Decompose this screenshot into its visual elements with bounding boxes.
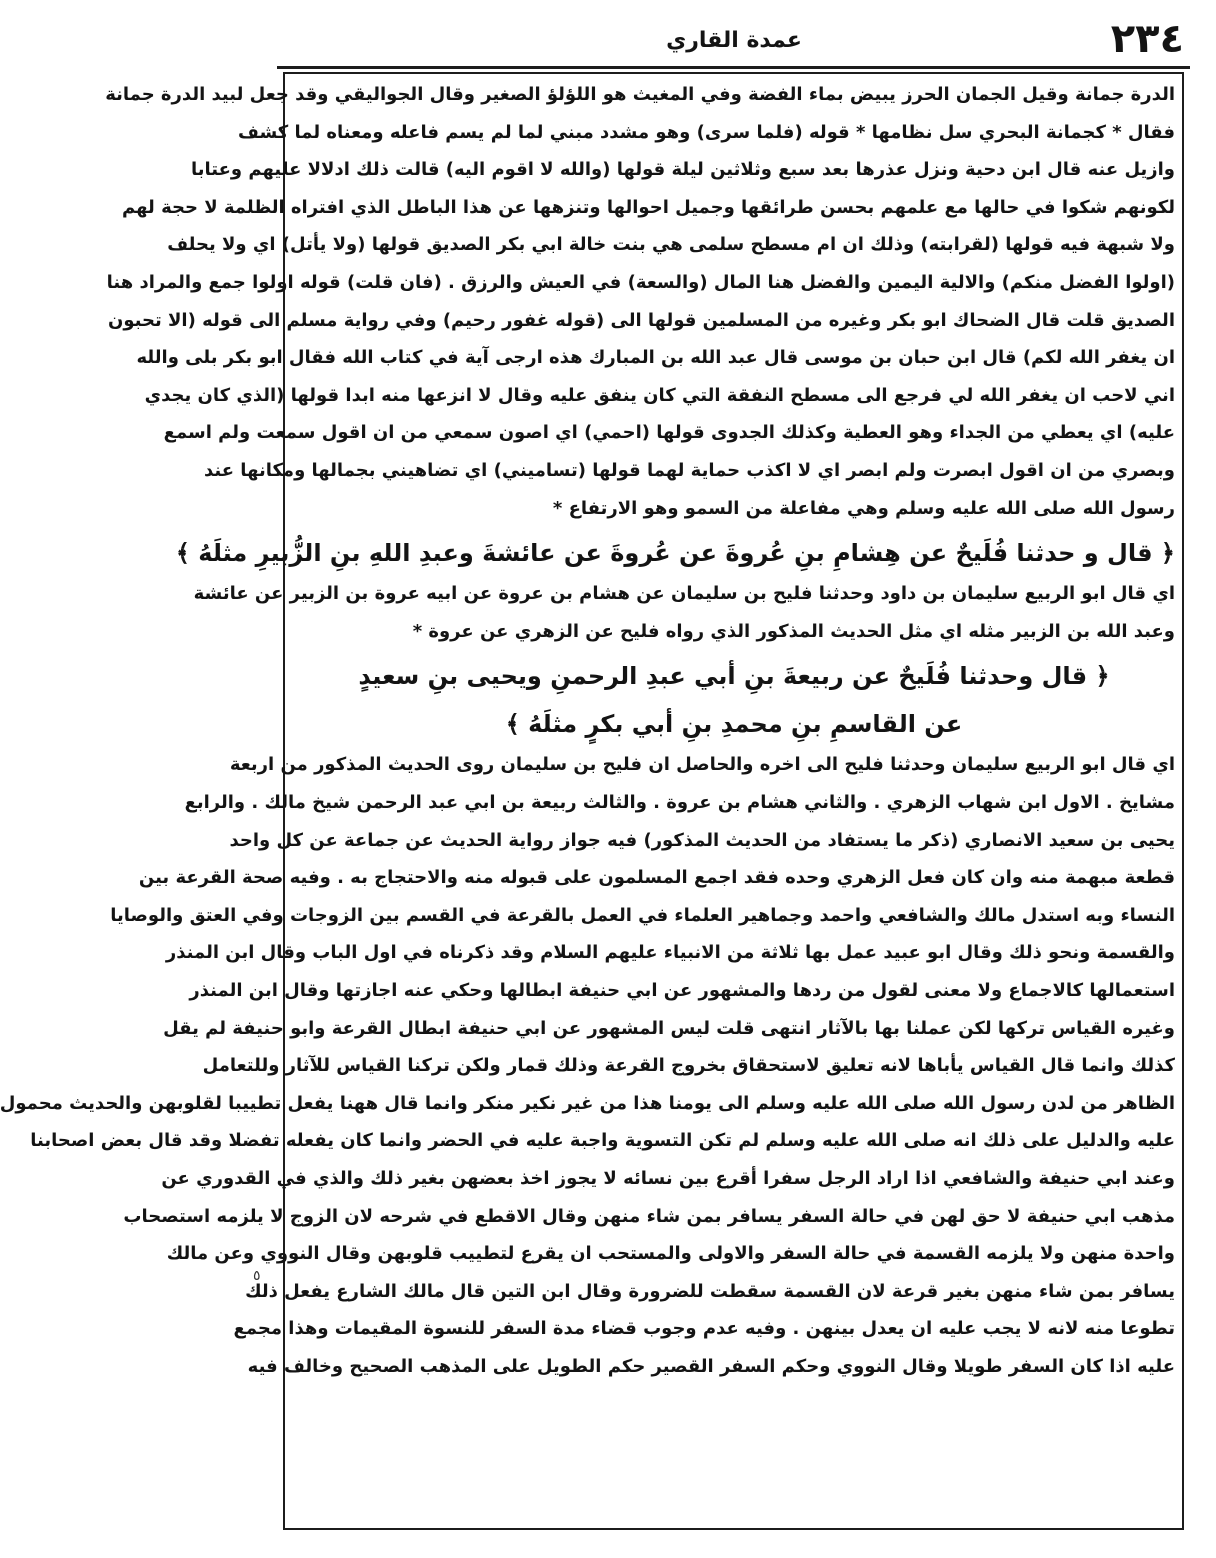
text-line: مذهب ابي حنيفة لا حق لهن في حالة السفر يسافر بمن شاء منهن وقال الاقطع في شرحه لان الزوج لا يلزمه استصحاب	[123, 1205, 1175, 1227]
text-line: عليه) اي يعطي من الجداء وهو العطية وكذلك الجدوى قولها (احمي) اي اصون سمعي من ان اقول سمعت ولم اسمع	[163, 422, 1175, 444]
running-title: عمدة القاري	[666, 28, 802, 53]
text-line: وغيره القياس تركها لكن عملنا بها بالآثار انتهى قلت ليس المشهور عن ابي حنيفة ابطال القرعة وابو حنيفة لم يقل	[163, 1017, 1175, 1039]
text-line: وعند ابي حنيفة والشافعي اذا اراد الرجل سفرا أقرع بين نسائه لا يجوز اخذ بعضهن بغير ذلك والذي في القدوري عن	[161, 1168, 1175, 1189]
text-line: كذلك وانما قال القياس يأباها لانه تعليق لاستحقاق بخروج القرعة وذلك قمار ولكن تركنا القياس للآثار وللتعامل	[202, 1055, 1175, 1077]
text-line: رسول الله صلى الله عليه وسلم وهي مفاعلة من السمو وهو الارتفاع *	[552, 497, 1175, 519]
text-line: وازيل عنه قال ابن دحية ونزل عذرها بعد سبع وثلاثين ليلة قولها (والله لا اقوم اليه) قالت ذلك ادلالا عليهم وعتابا	[191, 159, 1175, 181]
hadith-line: ﴿ قال و حدثنا فُلَيحٌ عن هِشامِ بنِ عُروةَ عن عُروةَ عن عائشةَ وعبدِ اللهِ بنِ الزُّبيرِ مثلَهُ ﴾	[175, 539, 1175, 568]
text-line: ان يغفر الله لكم) قال ابن حبان بن موسى قال عبد الله بن المبارك هذه ارجى آية في كتاب الله فقال ابو بكر بلى والله	[136, 347, 1175, 369]
hadith-line: عن القاسمِ بنِ محمدِ بنِ أبي بكرٍ مثلَهُ ﴾	[505, 710, 963, 739]
text-line: الصديق قلت قال الضحاك ابو بكر وغيره من المسلمين قولها الى (قوله غفور رحيم) وفي رواية مسلم الى قوله (الا تحبون	[108, 309, 1175, 331]
text-line: عليه اذا كان السفر طويلا وقال النووي وحكم السفر القصير حكم الطويل على المذهب الصحيح وخالف فيه	[247, 1356, 1175, 1377]
text-line: اي قال ابو الربيع سليمان وحدثنا فليح الى اخره والحاصل ان فليح بن سليمان روى الحديث المذكور من اربعة	[229, 754, 1175, 776]
hadith-line: ﴿ قال وحدثنا فُلَيحٌ عن ربيعةَ بنِ أبي عبدِ الرحمنِ ويحيى بنِ سعيدٍ	[358, 662, 1110, 691]
text-line: اني لاحب ان يغفر الله لي فرجع الى مسطح النفقة التي كان ينفق عليه وقال لا انزعها منه ابدا قولها (الذي كان يجدي	[144, 384, 1175, 406]
text-line: يسافر بمن شاء منهن بغير قرعة لان القسمة سقطت للضرورة وقال ابن التين قال مالك الشارع يفعل ذلك	[245, 1280, 1175, 1302]
text-line: (اولوا الفضل منكم) والالية اليمين والفضل هنا المال (والسعة) في العيش والرزق . (فان قلت) قوله اولوا جمع والمراد هنا	[106, 272, 1175, 293]
text-line: قطعة مبهمة منه وان كان فعل الزهري وحده فقد اجمع المسلمون على قبوله منه والاحتجاج به . وفيه صحة القرعة بين	[138, 867, 1175, 889]
page-header	[284, 10, 1184, 72]
text-line: تطوعا منه لانه لا يجب عليه ان يعدل بينهن . وفيه عدم وجوب قضاء مدة السفر للنسوة المقيمات وهذا مجمع	[233, 1318, 1175, 1340]
text-line: وبصري من ان اقول ابصرت ولم ابصر اي لا اكذب حماية لهما قولها (تساميني) اي تضاهيني بجمالها ومكانها عند	[204, 460, 1175, 481]
text-line: ولا شبهة فيه قولها (لقرابته) وذلك ان ام مسطح سلمى هي بنت خالة ابي بكر الصديق قولها (ولا يأتل) اي ولا يحلف	[167, 234, 1175, 256]
text-line: الدرة جمانة وقيل الجمان الحرز يبيض بماء الفضة وفي المغيث هو اللؤلؤ الصغير وقال الجواليقي وقد جعل لبيد الدرة جمانة	[105, 84, 1175, 105]
text-line: استعمالها كالاجماع ولا معنى لقول من ردها والمشهور عن ابي حنيفة ابطالها وحكي عنه اجازتها وقال ابن المنذر	[189, 980, 1175, 1001]
text-line: مشايخ . الاول ابن شهاب الزهري . والثاني هشام بن عروة . والثالث ربيعة بن ابي عبد الرحمن شيخ مالك . والرابع	[184, 792, 1175, 813]
text-line: عليه والدليل على ذلك انه صلى الله عليه وسلم لم تكن التسوية واجبة عليه في الحضر وانما كان يفعله تفضلا وقد قال بعض اصحابنا	[30, 1130, 1175, 1152]
text-line: اي قال ابو الربيع سليمان بن داود وحدثنا فليح بن سليمان عن هشام بن عروة عن ابيه عروة بن الزبير عن عائشة	[193, 583, 1175, 605]
text-line: لكونهم شكوا في حالها مع علمهم بحسن طرائقها وجميل احوالها وتنزهها عن هذا الباطل الذي افتراه الظلمة لا حجة لهم	[122, 196, 1175, 218]
text-line: النساء وبه استدل مالك والشافعي واحمد وجماهير العلماء في العمل بالقرعة في القسم بين الزوجات وفي العتق والوصايا	[110, 904, 1175, 926]
text-line: وعبد الله بن الزبير مثله اي مثل الحديث المذكور الذي رواه فليح عن الزهري عن عروة *	[412, 620, 1175, 642]
text-line: الظاهر من لدن رسول الله صلى الله عليه وسلم الى يومنا هذا من غير نكير منكر وانما قال ههنا يفعل تطييبا لقلوبهن والحديث محمول	[0, 1092, 1175, 1114]
text-line: فقال * كجمانة البحري سل نظامها * قوله (فلما سرى) وهو مشدد مبني لما لم يسم فاعله ومعناه لما كشف	[238, 121, 1175, 143]
margin-note: ٥	[253, 1268, 261, 1284]
text-line: والقسمة ونحو ذلك وقال ابو عبيد عمل بها ثلاثة من الانبياء عليهم السلام وقد ذكرناه في اول الباب وقال ابن المنذر	[165, 942, 1175, 964]
text-body	[0, 80, 1175, 1520]
text-line: يحيى بن سعيد الانصاري (ذكر ما يستفاد من الحديث المذكور) فيه جواز رواية الحديث عن جماعة عن كل واحد	[229, 829, 1175, 851]
page-number: ٢٣٤	[1110, 16, 1184, 62]
text-line: واحدة منهن ولا يلزمه القسمة في حالة السفر والاولى والمستحب ان يقرع لتطييب قلوبهن وقال النووي وعن مالك	[166, 1243, 1175, 1265]
